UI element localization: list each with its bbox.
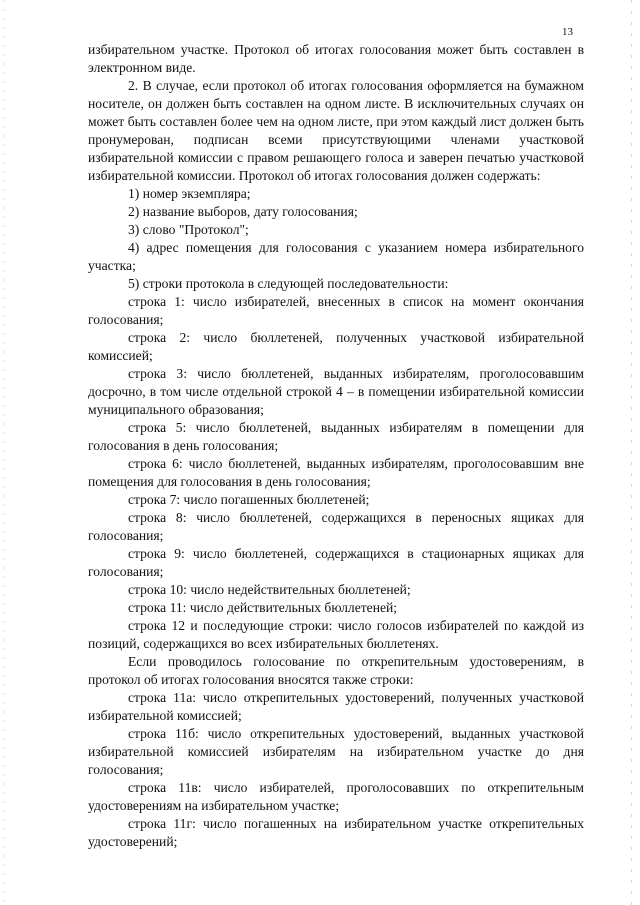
line-item-11a: строка 11а: число открепительных удостоверений, полученных участковой избирательной комиссией; [88, 690, 584, 723]
line-item-11v: строка 11в: число избирателей, проголосовавших по открепительным удостоверениям на избирательном участке; [88, 780, 584, 813]
line-item-11g: строка 11г: число погашенных на избирательном участке открепительных удостоверений; [88, 816, 584, 849]
line-item-8: строка 8: число бюллетеней, содержащихся в переносных ящиках для голосования; [88, 510, 584, 543]
list-item-4: 4) адрес помещения для голосования с указанием номера избирательного участка; [88, 240, 584, 273]
list-item-2: 2) название выборов, дату голосования; [128, 204, 358, 219]
line-item-3: строка 3: число бюллетеней, выданных избирателям, проголосовавшим досрочно, в том числе отдельной строкой 4 – в помещении избирательной комиссии муниципального образования; [88, 366, 584, 417]
list-item-3: 3) слово "Протокол"; [128, 222, 249, 237]
paragraph-2: 2. В случае, если протокол об итогах голосования оформляется на бумажном носителе, он должен быть составлен на одном листе. В исключительных случаях он может быть составлен более чем на одном листе, при этом каждый лист должен быть пронумерован, подписан всеми присутствующими членами участковой избирательной комиссии с правом решающего голоса и заверен печатью участковой избирательной комиссии. Протокол об итогах голосования должен содержать: [88, 78, 584, 183]
line-item-10: строка 10: число недействительных бюллетеней; [128, 582, 411, 597]
line-item-7: строка 7: число погашенных бюллетеней; [128, 492, 370, 507]
scan-edge-left [3, 0, 4, 905]
paragraph-1: избирательном участке. Протокол об итогах голосования может быть составлен в электронном виде. [88, 42, 584, 75]
list-item-1: 1) номер экземпляра; [128, 186, 251, 201]
line-item-11: строка 11: число действительных бюллетеней; [128, 600, 398, 615]
line-item-11b: строка 11б: число открепительных удостоверений, выданных участковой избирательной комиссией избирателям на избирательном участке до дня голосования; [88, 726, 584, 777]
scan-edge-right [631, 0, 632, 905]
list-item-5: 5) строки протокола в следующей последовательности: [128, 276, 449, 291]
line-item-6: строка 6: число бюллетеней, выданных избирателям, проголосовавшим вне помещения для голосования в день голосования; [88, 456, 584, 489]
line-item-9: строка 9: число бюллетеней, содержащихся в стационарных ящиках для голосования; [88, 546, 584, 579]
page-number: 13 [562, 26, 573, 38]
line-item-2: строка 2: число бюллетеней, полученных участковой избирательной комиссией; [88, 330, 584, 363]
line-item-12: строка 12 и последующие строки: число голосов избирателей по каждой из позиций, содержащихся во всех избирательных бюллетенях. [88, 618, 584, 651]
line-item-5: строка 5: число бюллетеней, выданных избирателям в помещении для голосования в день голосования; [88, 420, 584, 453]
document-body [88, 41, 584, 851]
paragraph-absentee: Если проводилось голосование по открепительным удостоверениям, в протокол об итогах голосования вносятся также строки: [88, 654, 584, 687]
line-item-1: строка 1: число избирателей, внесенных в список на момент окончания голосования; [88, 294, 584, 327]
